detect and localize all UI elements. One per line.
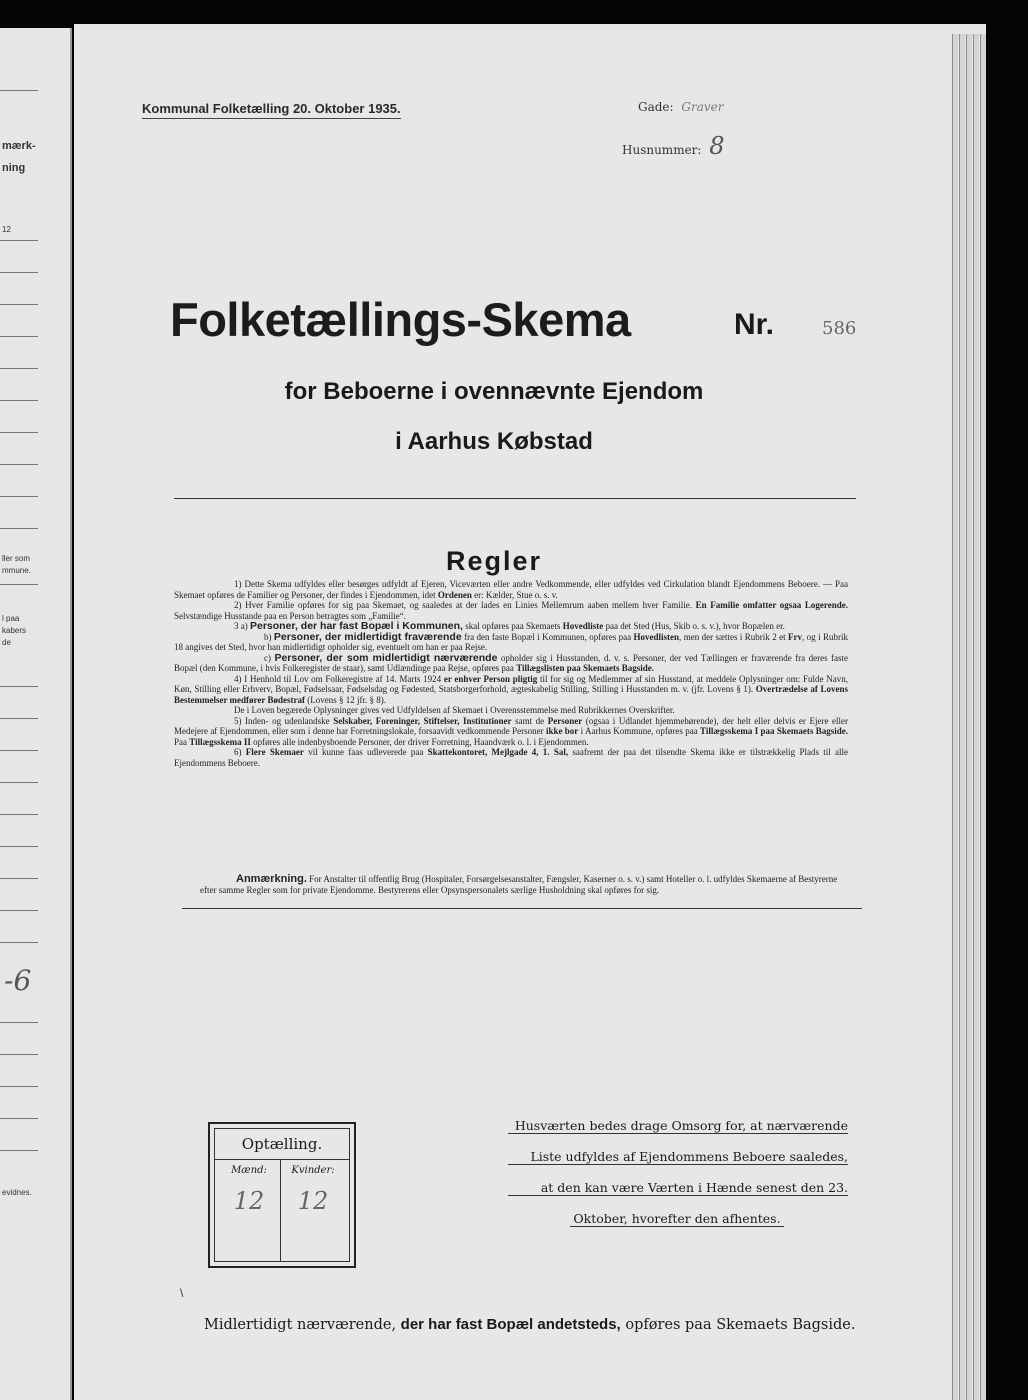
left-facing-page <box>0 28 72 1400</box>
divider <box>174 498 856 499</box>
census-form-page: Kommunal Folketælling 20. Oktober 1935. Gade: Graver Husnummer: 8 Folketællings-Skema Nr. 586 for Beboerne i ovennævnte Ejendom i Aarhus Købstad Regler 1) Dette Skema udfyldes eller besørges udfyldt af Ejeren, Viceværten eller andre Vedkommende, eller udfyldes ved Cirkulation blandt Ejendommens Beboere. — Paa Skemaet opføres de Familier og Personer, der findes i Ejendommen, idet Ordenen er: Kælder, Stue o. s. v. 2) Hver Familie opføres for sig paa Skemaet, og saaledes at der lades en Linies Mellemrum aaben mellem hver Familie. En Familie omfatter ogsaa Logerende. Selvstændige Husstande paa en Person betragtes som „Familie“. 3 a) Personer, der har fast Bopæl i Kommunen, skal opføres paa Skemaets Hovedliste paa det Sted (Hus, Skib o. s. v.), hvor Bopælen er. b) Personer, der midlertidigt fraværende fra den faste Bopæl i Kommunen, opføres paa Hovedlisten, men der sættes i Rubrik 2 et Frv, og i Rubrik 18 angives det Sted, hvor han midlertidigt opholder sig, eventuelt om han er paa Rejse. c) Personer, der som midlertidigt nærværende opholder sig i Husstanden, d. v. s. Personer, der ved Tællingen er fraværende fra deres faste Bopæl (den Kommune, i hvis Folkeregister de staar), samt Udlændinge paa Rejse, opføres paa Tillægslisten paa Skemaets Bagside. 4) I Henhold til Lov om Folkeregistre af 14. Marts 1924 er enhver Person pligtig til for sig og Medlemmer af sin Husstand, at meddele Oplysninger om: Fulde Navn, Køn, Stilling eller Erhverv, Bopæl, Fødselsaar, Fødselsdag og Fødested, Statsborgerforhold, ægteskabelig Stilling, Stilling i Husstanden m. v. (jfr. Lovens § 1). Overtrædelse af Lovens Bestemmelser medfører Bødestraf (Lovens § 12 jfr. § 8). De i Loven begærede Oplysninger gives ved Udfyldelsen af Skemaet i Overensstemmelse med Rubrikkernes Overskrifter. 5) Inden- og udenlandske Selskaber, Foreninger, Stiftelser, Institutioner samt de Personer (ogsaa i Udlandet hjemmehørende), der helt eller delvis er Ejere eller Medejere af Ejendommen, eller som i denne har Forretningslokale, forsaavidt vedkommende Personer ikke bor i Aarhus Kommune, opføres paa Tillægsskema I paa Skemaets Bagside. Paa Tillægsskema II opføres alle indenbysboende Personer, der driver Forretning, Haandværk o. l. i Ejendommen. 6) Flere Skemaer vil kunne faas udleverede paa Skattekontoret, Mejlgade 4, 1. Sal, saafremt der paa det tilsendte Skema ikke er tilstrækkelig Plads til alle Ejendommens Beboere. Anmærkning. For Anstalter til offentlig Brug (Hospitaler, Forsørgelsesanstalter, Fængsler, Kaserner o. s. v.) samt Hoteller o. l. udfyldes Skemaerne af Bestyrerne efter samme Regler som for private Ejendomme. Bestyrerens eller Opsynspersonalets særlige Husholdning skal opføres for sig. Optælling. Mænd: Kvinder: 12 12 Husværten bedes drage Omsorg for, at nærværende Liste udfyldes af Ejendommens Beboere saaledes, at den kan være Værten i Hænde senest den 23. Oktober, hvorefter den afhentes. \ Midlertidigt nærværende, der har fast Bopæl andetsteds, opføres paa Skemaets Bagside. <box>74 24 986 1400</box>
left-page-text: mærk- <box>2 140 36 152</box>
divider <box>0 584 38 585</box>
page-edges <box>944 34 986 1400</box>
notice-line: Husværten bedes drage Omsorg for, at nærværende <box>508 1118 848 1134</box>
divider <box>0 782 38 783</box>
form-subtitle: for Beboerne i ovennævnte Ejendom <box>284 378 704 405</box>
divider <box>0 528 38 529</box>
divider <box>0 846 38 847</box>
rule-1: 1) Dette Skema udfyldes eller besørges udfyldt af Ejeren, Viceværten eller andre Vedkommende, eller udfyldes ved Cirkulation blandt Ejendommens Beboere. — Paa Skemaet opføres de Familier og Personer, der findes i Ejendommen, idet Ordenen er: Kælder, Stue o. s. v. <box>174 579 848 600</box>
left-page-text: de <box>2 638 11 647</box>
divider <box>0 1086 38 1087</box>
rules-text <box>174 579 848 768</box>
remark-note <box>200 874 850 896</box>
rule-4-note: De i Loven begærede Oplysninger gives ved Udfyldelsen af Skemaet i Overensstemmelse med Rubrikkernes Overskrifter. <box>234 705 675 715</box>
divider <box>0 1022 38 1023</box>
tally-box <box>208 1122 356 1268</box>
husnummer-field <box>622 132 725 160</box>
divider <box>0 496 38 497</box>
footer-instruction: Midlertidigt nærværende, der har fast Bopæl andetsteds, opføres paa Skemaets Bagside. <box>204 1316 856 1333</box>
rule-3a: 3 a) Personer, der har fast Bopæl i Kommunen, skal opføres paa Skemaets Hovedliste paa det Sted (Hus, Skib o. s. v.), hvor Bopælen er. <box>234 620 785 632</box>
form-number-label: Nr. <box>734 308 775 341</box>
divider <box>0 718 38 719</box>
left-page-text: l paa <box>2 614 20 623</box>
rule-4: 4) I Henhold til Lov om Folkeregistre af 14. Marts 1924 er enhver Person pligtig til for sig og Medlemmer af sin Husstand, at meddele Oplysninger om: Fulde Navn, Køn, Stilling eller Erhverv, Bopæl, Fødselsaar, Fødselsdag og Fødested, Statsborgerforhold, ægteskabelig Stilling, Stilling i Husstanden m. v. (jfr. Lovens § 1). Overtrædelse af Lovens Bestemmelser medfører Bødestraf (Lovens § 12 jfr. § 8). <box>174 673 848 705</box>
gade-field <box>638 100 724 114</box>
tally-men-label: Mænd: <box>231 1165 267 1176</box>
left-page-text: kabers <box>2 626 27 635</box>
left-page-text: evidnes. <box>2 1188 32 1197</box>
rule-3b: b) Personer, der midlertidigt fraværende fra den faste Bopæl i Kommunen, opføres paa Hovedlisten, men der sættes i Rubrik 2 et Frv, og i Rubrik 18 angives det Sted, hvor han midlertidigt opholder sig, eventuelt om han er paa Rejse. <box>174 630 848 652</box>
rule-6: 6) Flere Skemaer vil kunne faas udleverede paa Skattekontoret, Mejlgade 4, 1. Sal, saafremt der paa det tilsendte Skema ikke er tilstrækkelig Plads til alle Ejendommens Beboere. <box>174 747 849 768</box>
divider <box>0 910 38 911</box>
rule-2: 2) Hver Familie opføres for sig paa Skemaet, og saaledes at der lades en Linies Mellemrum aaben mellem hver Familie. En Familie omfatter ogsaa Logerende. Selvstændige Husstande paa en Person betragtes som „Familie“. <box>174 600 848 621</box>
left-page-text: ning <box>2 162 26 174</box>
divider <box>0 1150 38 1151</box>
form-number-value: 586 <box>822 318 857 339</box>
remark-text: For Anstalter til offentlig Brug (Hospitaler, Forsørgelsesanstalter, Fængsler, Kaserner o. s. v.) samt Hoteller o. l. udfyldes Skemaerne af Bestyrerne efter samme Regler som for private Ejendomme. Bestyrerens eller Opsynspersonalets særlige Husholdning skal opføres for sig. <box>200 874 838 895</box>
rule-3c: c) Personer, der som midlertidigt nærværende opholder sig i Husstanden, d. v. s. Personer, der ved Tællingen er fraværende fra deres faste Bopæl (den Kommune, i hvis Folkeregister de staar), samt Udlændinge paa Rejse, opføres paa Tillægslisten paa Skemaets Bagside. <box>174 651 849 673</box>
divider <box>0 878 38 879</box>
divider <box>0 432 38 433</box>
landlord-notice <box>508 1118 848 1242</box>
husnummer-value: 8 <box>709 132 725 160</box>
divider <box>0 1118 38 1119</box>
handwritten-mark: -6 <box>4 964 32 997</box>
divider <box>0 304 38 305</box>
form-title: Folketællings-Skema <box>170 293 631 346</box>
gade-label: Gade: <box>638 100 674 114</box>
tally-women-label: Kvinder: <box>291 1165 335 1176</box>
tally-title: Optælling. <box>241 1135 323 1153</box>
left-page-text: mmune. <box>2 566 31 575</box>
divider <box>0 1054 38 1055</box>
divider <box>0 90 38 91</box>
notice-line: Liste udfyldes af Ejendommens Beboere saaledes, <box>508 1149 848 1165</box>
gade-value: Graver <box>681 100 724 114</box>
rule-5: 5) Inden- og udenlandske Selskaber, Foreninger, Stiftelser, Institutioner samt de Personer (ogsaa i Udlandet hjemmehørende), der helt eller delvis er Ejere eller Medejere af Ejendommen, eller som i denne har Forretningslokale, forsaavidt vedkommende Personer ikke bor i Aarhus Kommune, opføres paa Tillægsskema I paa Skemaets Bagside. Paa Tillægsskema II opføres alle indenbysboende Personer, der driver Forretning, Haandværk o. l. i Ejendommen. <box>174 715 849 747</box>
divider <box>0 240 38 241</box>
husnummer-label: Husnummer: <box>622 143 702 157</box>
divider <box>0 942 38 943</box>
tally-men-value: 12 <box>233 1187 265 1215</box>
divider <box>0 400 38 401</box>
divider <box>0 686 38 687</box>
form-subtitle-location: i Aarhus Købstad <box>395 428 593 455</box>
divider <box>0 464 38 465</box>
notice-line: Oktober, hvorefter den afhentes. <box>570 1211 784 1227</box>
divider <box>182 908 862 909</box>
left-page-text: ller som <box>2 554 31 563</box>
rules-heading: Regler <box>445 546 543 576</box>
notice-line: at den kan være Værten i Hænde senest den 23. <box>508 1180 848 1196</box>
divider <box>0 750 38 751</box>
remark-label: Anmærkning. <box>236 873 307 885</box>
tally-women-value: 12 <box>297 1187 329 1215</box>
census-date-header: Kommunal Folketælling 20. Oktober 1935. <box>142 101 401 119</box>
divider <box>0 336 38 337</box>
left-page-text: 12 <box>2 225 11 234</box>
divider <box>0 814 38 815</box>
divider <box>0 368 38 369</box>
divider <box>0 272 38 273</box>
